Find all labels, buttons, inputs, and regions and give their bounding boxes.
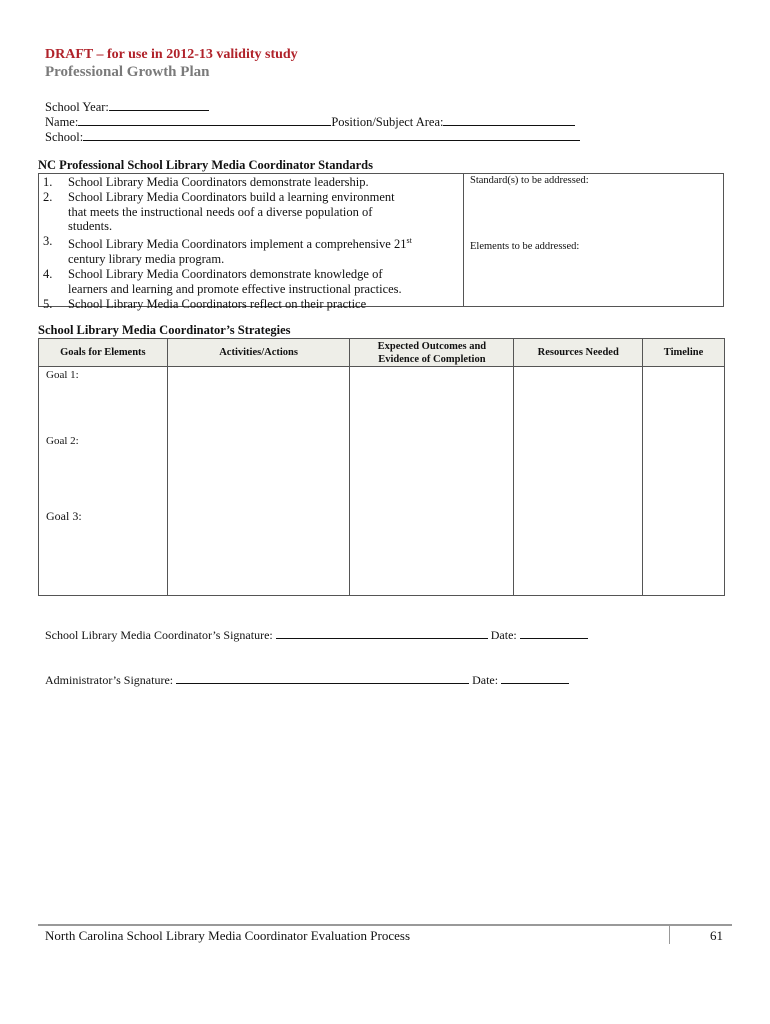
goals-cell[interactable] xyxy=(39,367,168,596)
standards-divider xyxy=(463,174,464,306)
name-input[interactable] xyxy=(78,113,331,126)
coordinator-signature-line xyxy=(45,626,588,643)
coordinator-date-label: Date: xyxy=(490,628,517,642)
activities-cell[interactable] xyxy=(167,367,350,596)
school-label: School: xyxy=(45,130,84,144)
school-field xyxy=(45,128,580,145)
standard-item xyxy=(43,190,413,234)
coordinator-signature-label: School Library Media Coordinator’s Signature: xyxy=(45,628,273,642)
draft-note: DRAFT – for use in 2012-13 validity study xyxy=(45,47,298,62)
standard-item xyxy=(43,297,413,312)
resources-cell[interactable] xyxy=(514,367,643,596)
standard-item xyxy=(43,175,413,190)
administrator-signature-line xyxy=(45,671,569,688)
standard-text: School Library Media Coordinators demonstrate leadership. xyxy=(68,175,369,189)
administrator-date-input[interactable] xyxy=(501,671,569,684)
standard-text: School Library Media Coordinators build a learning environment that meets the instructional needs oof a diverse population of students. xyxy=(68,189,395,234)
coordinator-signature-input[interactable] xyxy=(276,626,488,639)
position-input[interactable] xyxy=(443,113,575,126)
standards-heading: NC Professional School Library Media Coordinator Standards xyxy=(38,158,373,172)
goal-3-label: Goal 3: xyxy=(46,509,82,523)
strategies-heading: School Library Media Coordinator’s Strategies xyxy=(38,323,291,337)
standards-to-address-label[interactable]: Standard(s) to be addressed: xyxy=(470,175,589,186)
column-header-resources: Resources Needed xyxy=(514,339,643,367)
column-header-goals: Goals for Elements xyxy=(39,339,168,367)
administrator-date-label: Date: xyxy=(472,673,499,687)
school-year-label: School Year: xyxy=(45,100,109,114)
standard-number: 1. xyxy=(43,175,53,189)
footer-separator xyxy=(669,926,670,944)
outcomes-cell[interactable] xyxy=(350,367,514,596)
column-header-activities: Activities/Actions xyxy=(167,339,350,367)
footer-text: North Carolina School Library Media Coordinator Evaluation Process xyxy=(45,928,411,943)
goal-1-label: Goal 1: xyxy=(46,369,79,381)
standards-list xyxy=(43,175,413,311)
standard-superscript: st xyxy=(406,236,412,246)
administrator-signature-label: Administrator’s Signature: xyxy=(45,673,174,687)
standard-number: 3. xyxy=(43,234,53,249)
table-header-row xyxy=(39,339,725,367)
position-label: Position/Subject Area: xyxy=(331,115,444,129)
timeline-cell[interactable] xyxy=(643,367,725,596)
table-row xyxy=(39,367,725,596)
goal-2-label: Goal 2: xyxy=(46,435,79,447)
column-header-outcomes-text: Expected Outcomes and Evidence of Completion xyxy=(377,340,487,365)
standard-number: 4. xyxy=(43,266,53,281)
standards-box xyxy=(38,173,724,311)
standard-text xyxy=(68,237,412,266)
standard-text: School Library Media Coordinators demonstrate knowledge of learners and learning and promote effective instructional practices. xyxy=(68,266,402,296)
standard-text-start: School Library Media Coordinators implement a comprehensive 21 xyxy=(68,237,407,252)
name-label: Name: xyxy=(45,115,79,129)
page-number: 61 xyxy=(710,928,723,943)
standard-number: 5. xyxy=(43,296,53,311)
page-title: Professional Growth Plan xyxy=(45,64,210,80)
coordinator-date-input[interactable] xyxy=(520,626,588,639)
administrator-signature-input[interactable] xyxy=(176,671,469,684)
standard-text-end: century library media program. xyxy=(68,252,225,267)
school-input[interactable] xyxy=(83,128,580,141)
school-year-input[interactable] xyxy=(109,98,209,111)
standard-item xyxy=(43,267,413,297)
footer-rule xyxy=(38,924,732,926)
column-header-timeline: Timeline xyxy=(643,339,725,367)
standard-number: 2. xyxy=(43,189,53,204)
standard-item xyxy=(43,234,413,267)
column-header-outcomes xyxy=(350,339,514,367)
strategies-table xyxy=(38,338,725,596)
elements-to-address-label[interactable]: Elements to be addressed: xyxy=(470,241,580,252)
standard-text: School Library Media Coordinators reflect on their practice xyxy=(68,296,367,311)
